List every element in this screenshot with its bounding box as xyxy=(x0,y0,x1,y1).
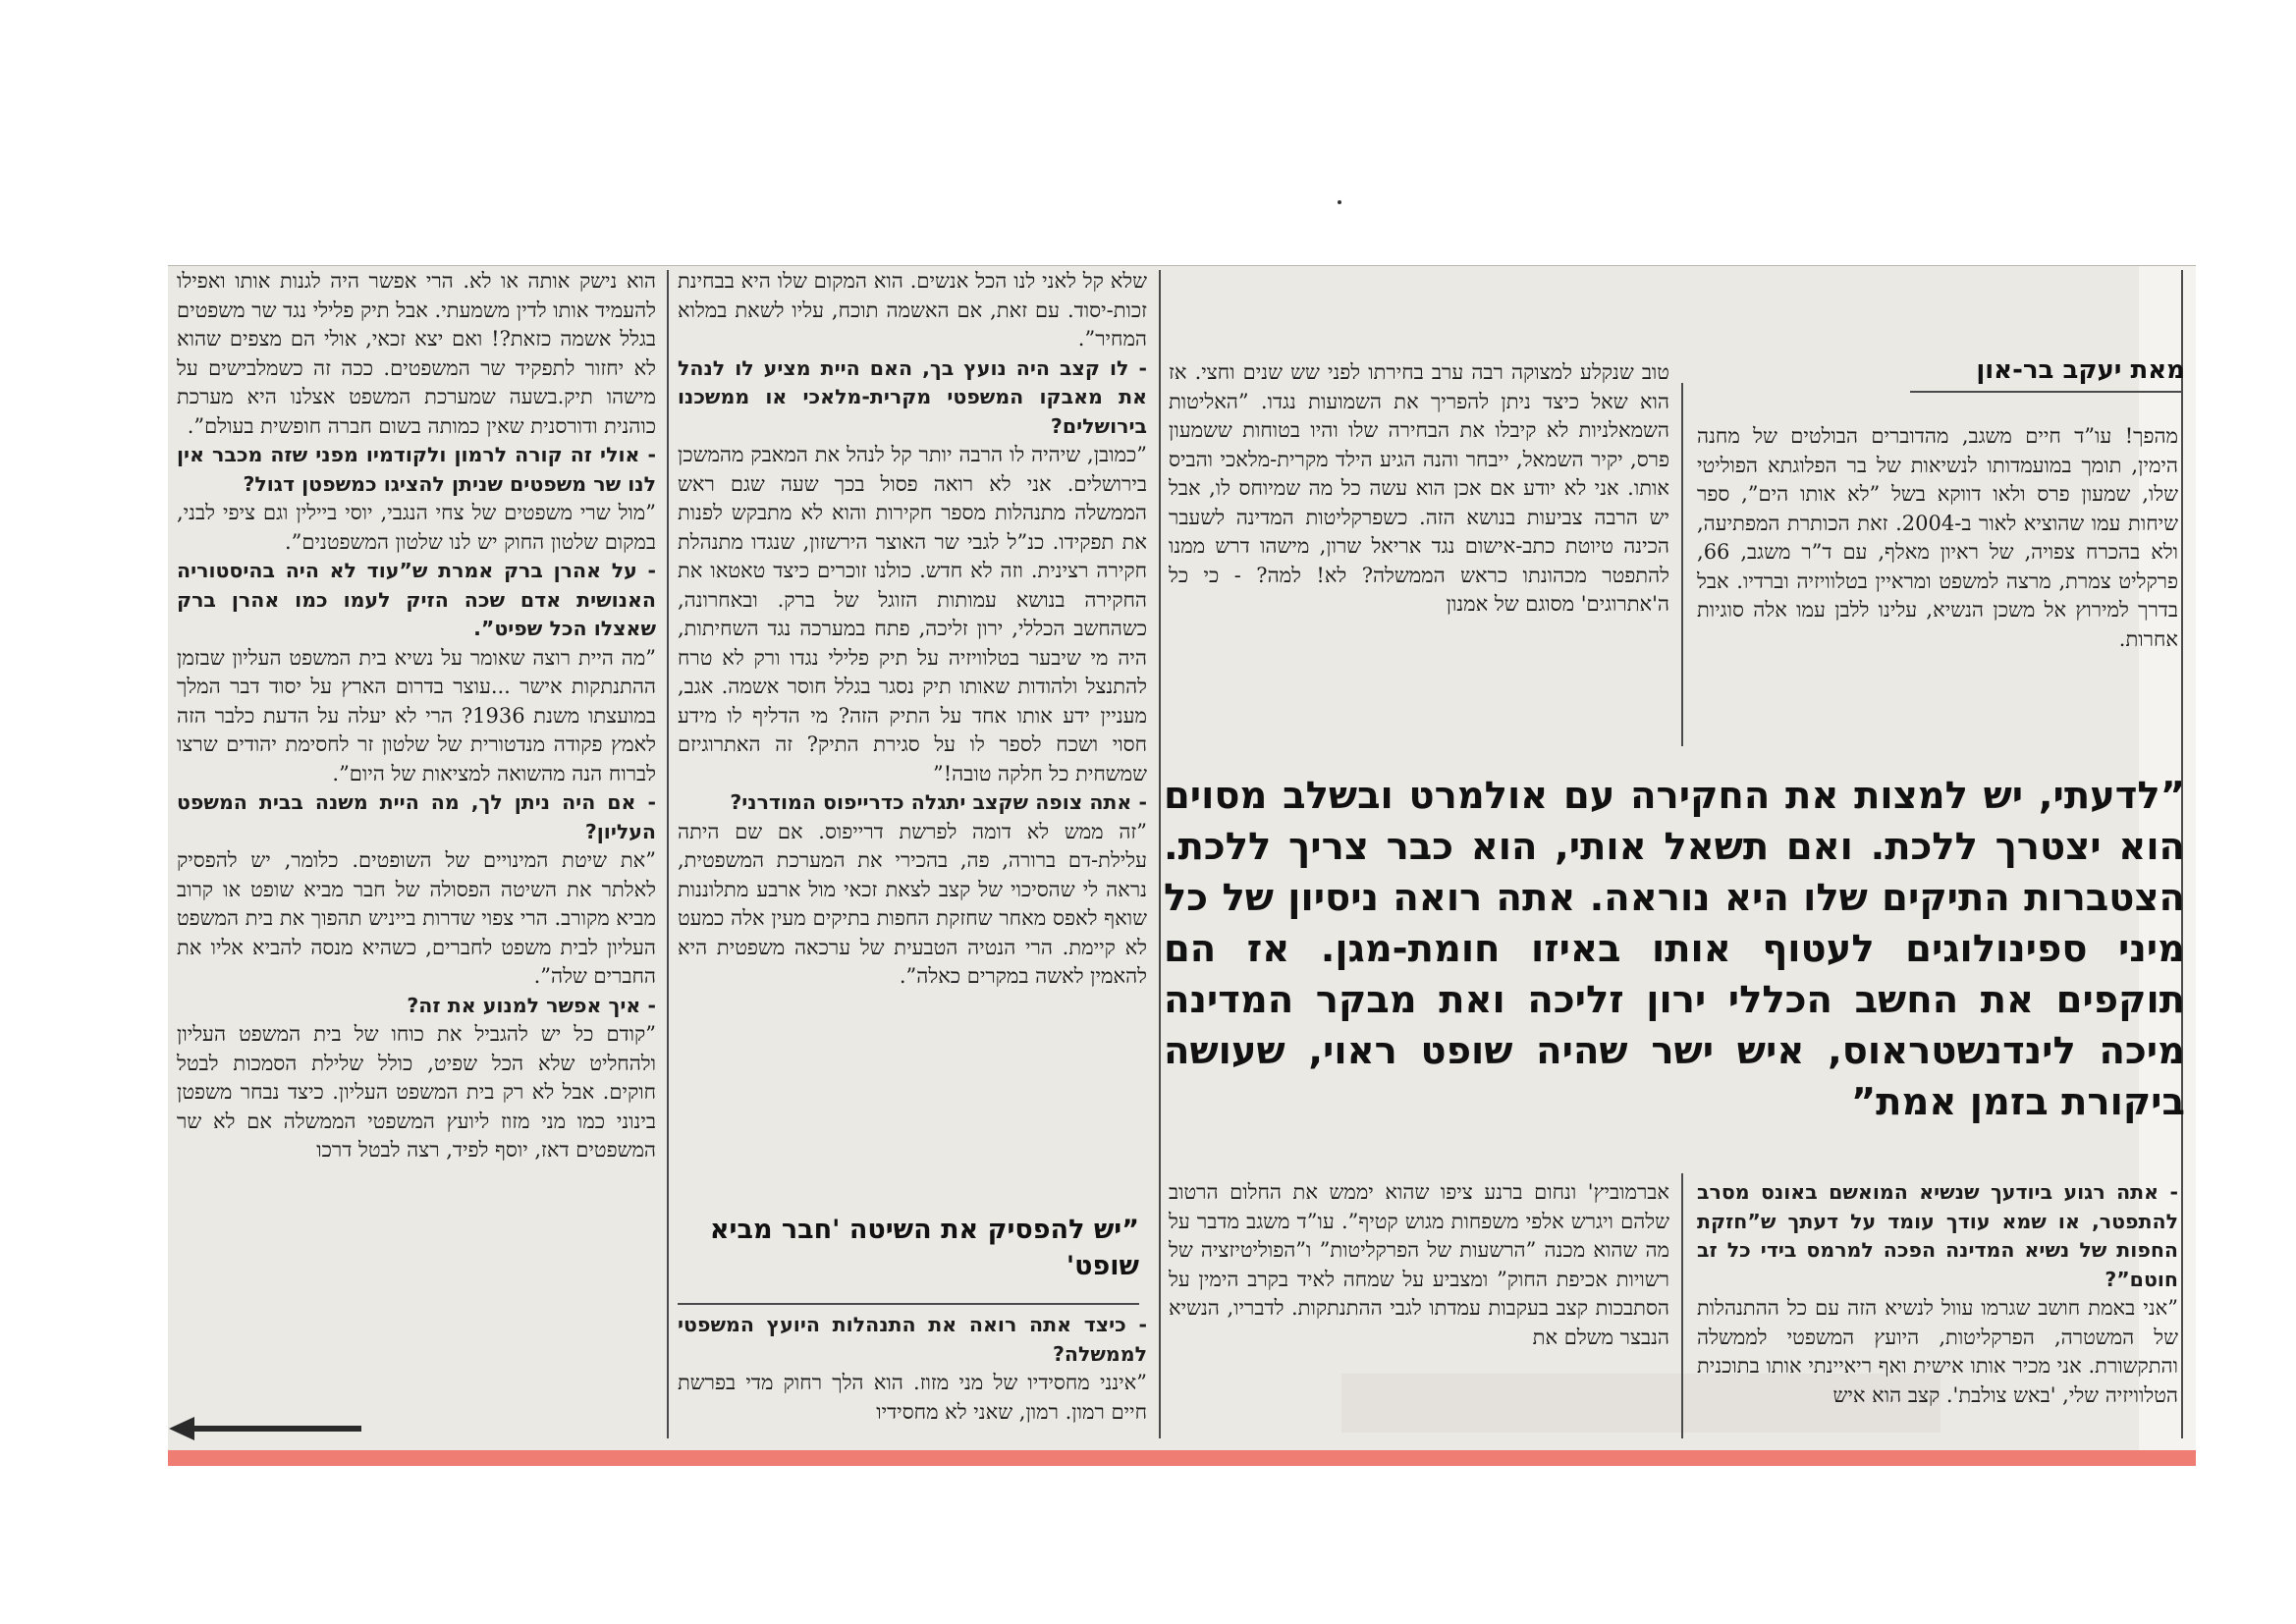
body-paragraph: הוא נישק אותה או לא. הרי אפשר היה לגנות אותו ואפילו להעמיד אותו לדין משמעתי. אבל תיק פלילי נגד שר משפטים בגלל אשמה כזאת?! ואם יצא זכאי, אולי הם מצפים שהוא לא יחזור לתפקיד שר המשפטים. ככה זה כשמלבישים על מישהו תיק.בשעה שמערכת המשפט אצלנו היא מערכת כוהנית ודורסנית שאין כמותה בשום חברה חופשית בעולם”. xyxy=(177,269,656,438)
column-rule xyxy=(1159,270,1161,1438)
interview-question: - אם היה ניתן לך, מה היית משנה בבית המשפט העליון? xyxy=(177,790,656,843)
article-column-intro xyxy=(1697,422,2178,736)
interview-question: - לו קצב היה נועץ בך, האם היית מציע לו לנהל את מאבקו המשפטי מקרית-מלאכי או ממשכנו בירושלים? xyxy=(678,355,1147,438)
interview-question: - אולי זה קורה לרמון ולקודמיו מפני שזה מכבר אין לנו שר משפטים שניתן להציגו כמשפטן דגול? xyxy=(177,443,656,496)
arrow-left-icon xyxy=(169,1416,365,1441)
article-column-2-bottom xyxy=(1169,1178,1669,1441)
interview-question: - איך אפשר למנוע את זה? xyxy=(407,993,656,1017)
body-paragraph: אברמוביץ' ונחום ברנע ציפו שהוא יממש את החלום הרטוב שלהם ויגרש אלפי משפחות מגוש קטיף”. עו”ד משגב מדבר על מה שהוא מכנה ”הרשעות של הפרקליטות” ו”הפוליטיזציה של רשויות אכיפת החוק” ומצביע על שמחה לאיד בקרב הימין על הסתבכות קצב בעקבות עמדתו לגבי ההתנתקות. לדבריו, הנשיא הנבצר משלם את xyxy=(1169,1180,1669,1349)
section-subhead: ”יש להפסיק את השיטה 'חבר מביא שופט' xyxy=(709,1215,1139,1281)
subhead-rule xyxy=(678,1303,1139,1305)
article-column-4 xyxy=(177,267,656,1396)
article-column-2-top xyxy=(1169,358,1669,736)
scan-speck xyxy=(1338,200,1341,204)
article-byline: מאת יעקב בר-און xyxy=(1976,355,2185,385)
pull-quote: ”לדעתי, יש למצות את החקירה עם אולמרט ובשלב מסוים הוא יצטרך ללכת. ואם תשאל אותי, הוא כבר צריך ללכת. הצטברות התיקים שלו היא נוראה. אתה רואה ניסיון של כל מיני ספינולוגים לעטוף אותו באיזו חומת-מגן. אז הם תוקפים את החשב הכללי ירון זליכה ואת מבקר המדינה מיכה לינדנשטראוס, איש ישר שהיה שופט ראוי, שעושה ביקורת בזמן אמת” xyxy=(1164,774,2185,1124)
interview-question: - כיצד אתה רואה את התנהלות היועץ המשפטי לממשלה? xyxy=(678,1313,1147,1366)
interview-answer: ”מול שרי משפטים של צחי הנגבי, יוסי ביילין וגם ציפי לבני, במקום שלטון החוק יש לנו שלטון המשפטנים”. xyxy=(177,501,656,554)
column-rule xyxy=(1681,1173,1683,1438)
interview-question: - אתה צופה שקצב יתגלה כדרייפוס המודרני? xyxy=(730,790,1147,814)
body-paragraph: טוב שנקלע למצוקה רבה ערב בחירתו לפני שש שנים וחצי. אז הוא שאל כיצד ניתן להפריך את השמועות נגדו. ”האליטות השמאלניות לא קיבלו את הבחירה שלו והיו בטוחות ששמעון פרס, יקיר השמאל, ייבחר והנה הגיע הילד מקרית-מלאכי והביס אותו. אני לא יודע אם אכן הוא עשה כל מה שמיוחס לו, אבל יש הרבה צביעות בנושא הזה. כשפרקליטות המדינה לשעבר הכינה טיוטת כתב-אישום נגד אריאל שרון, מישהו דרש ממנו להתפטר מכהונתו כראש הממשלה? לא! למה? - כי כל ה'אתרוגים' מסוגם של אמנון xyxy=(1169,360,1669,616)
interview-question: - אתה רגוע ביודעך שנשיא המואשם באונס מסרב להתפטר, או שמא עודך עומד על דעתך ש”חזקת החפות של נשיא המדינה הפכה למרמס בידי כל זב חוטם”? xyxy=(1697,1180,2178,1291)
interview-answer: ”מה היית רוצה שאומר על נשיא בית המשפט העליון שבזמן ההתנתקות אישר ...עוצר בדרום הארץ על יסוד דבר המלך במועצתו משנת 1936? הרי לא יעלה על הדעת כלבר הזה לאמץ פקודה מנדטורית של שלטון זר לחסימת יהודים שרצו לברוח הנה מהשואה למציאות של היום”. xyxy=(177,645,656,785)
interview-answer: ”אני באמת חושב שגרמו עוול לנשיא הזה עם כל ההתנהלות של המשטרה, הפרקליטות, היועץ המשפטי לממשלה והתקשורת. אני מכיר אותו אישית ואף ריאיינתי אותו בתוכנית הטלוויזיה שלי, 'באש צולבת'. קצב הוא איש xyxy=(1697,1296,2178,1407)
interview-question: - על אהרן ברק אמרת ש”עוד לא היה בהיסטוריה האנושית אדם שכה הזיק לעמו כמו אהרן ברק שאצלו הכל שפיט”. xyxy=(177,559,656,640)
article-column-3 xyxy=(678,267,1147,1200)
column-rule xyxy=(667,270,669,1438)
interview-answer: ”את שיטת המינויים של השופטים. כלומר, יש להפסיק לאלתר את השיטה הפסולה של חבר מביא שופט או קרוב מביא מקורב. הרי צפוי שדרות בייניש תהפוך את בית המשפט העליון לבית משפט לחברים, כשהיא מנסה להביא אליו את החברים שלה”. xyxy=(177,848,656,988)
interview-answer: ”קודם כל יש להגביל את כוחו של בית המשפט העליון ולהחליט שלא הכל שפיט, כולל שלילת הסמכות לבטל חוקים. אבל לא רק בית המשפט העליון. כיצד נבחר משפטן בינוני כמו מני מזוז ליועץ המשפטי הממשלה אם לא שר המשפטים דאז, יוסף לפיד, רצה לבטל דרכו xyxy=(177,1022,656,1162)
article-column-1-bottom xyxy=(1697,1178,2178,1441)
red-bottom-strip xyxy=(168,1450,2196,1466)
interview-answer: ”אינני מחסידיו של מני מזוז. הוא הלך רחוק מדי בפרשת חיים רמון. רמון, שאני לא מחסידיו xyxy=(678,1371,1147,1424)
column-rule xyxy=(1681,383,1683,746)
article-column-3-bottom xyxy=(678,1311,1147,1440)
interview-answer: ”כמובן, שיהיה לו הרבה יותר קל לנהל את המאבק מהמשכן בירושלים. אני לא רואה פסול בכך שעה שגם ראש הממשלה מתנהלות מספר חקירות והוא לא מתבקש לפנות את תפקידו. כנ”ל לגבי שר האוצר הירשזון, שנגדו מתנהלת חקירה רצינית. וזה לא חדש. כולנו זוכרים כיצד טאטאו את החקירה בנושא עמותות הזוגל של ברק. ובאחרונה, כשהחשב הכללי, ירון זליכה, פתח במערכה נגד השחיתות, היה מי שיבער בטלוויזיה על תיק פלילי נגדו ורק לא טרח להתנצל ולהודות שאותו תיק נסגר בגלל חוסר אשמה. אגב, מעניין ידע אותו אחד על התיק הזה? מי הדליף לו מידע חסוי ושכח לספר לו על סגירת התיק? זה האתרוגיזם שמשחית כל חלקה טובה!” xyxy=(678,443,1147,785)
body-paragraph: שלא קל לאני לנו הכל אנשים. הוא המקום שלו היא בבחינת זכות-יסוד. עם זאת, אם האשמה תוכח, עליו לשאת במלוא המחיר”. xyxy=(678,269,1147,351)
intro-paragraph: מהפך! עו”ד חיים משגב, מהדוברים הבולטים של מחנה הימין, תומך במועמדותו לנשיאות של בר הפלוגתא הפוליטי שלו, שמעון פרס ולאו דווקא בשל ”לא אותו הים”, ספר שיחות עמו שהוציא לאור ב-2004. זאת הכותרת המפתיעה, ולא בהכרח צפויה, של ראיון מאלף, עם ד”ר משגב, 66, פרקליט צמרת, מרצה למשפט ומראיין בטלוויזיה וברדיו. אבל בדרך למירוץ אל משכן הנשיא, עלינו ללבן עמו אלה סוגיות אחרות. xyxy=(1697,424,2178,651)
interview-answer: ”זה ממש לא דומה לפרשת דרייפוס. אם שם היתה עלילת-דם ברורה, פה, בהכירי את המערכת המשפטית, נראה לי שהסיכוי של קצב לצאת זכאי מול ארבע מתלוננות שואף לאפס מאחר שחזקת החפות בתיקים מעין אלה כמעט לא קיימת. הרי הנטיה הטבעית של ערכאה משפטית היא להאמין לאשה במקרים כאלה”. xyxy=(678,819,1147,988)
byline-rule xyxy=(1910,391,2181,393)
